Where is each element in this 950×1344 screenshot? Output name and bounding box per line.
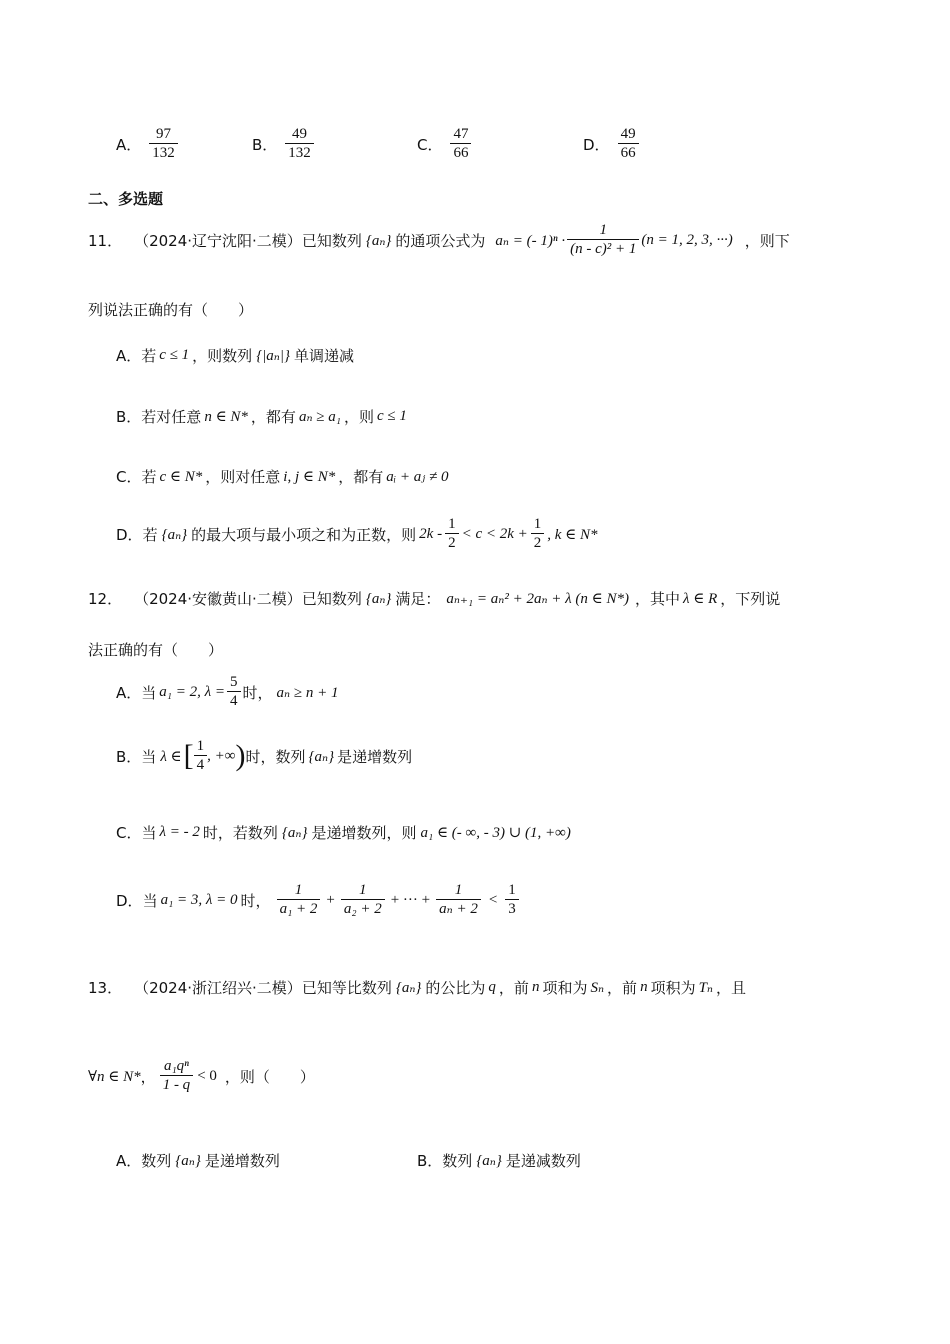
stem-text: 的公比为 [425, 979, 486, 997]
option-text: ，都有 [338, 468, 384, 486]
recurrence-formula: aₙ₊₁ = aₙ² + 2aₙ + λ (n ∈ N*) [446, 591, 629, 607]
math: < c < 2k + [461, 525, 528, 542]
option-text: 若对任意 [141, 408, 202, 426]
option-label: D． [583, 135, 610, 154]
option-text: 当 [141, 683, 157, 702]
option-text: 数列 [141, 1152, 172, 1170]
fraction: $\frac{1}{\text{aₙ + 2}}$ [436, 882, 481, 919]
stem-text: ，则（ ） [224, 1067, 315, 1086]
question-source: （2024·辽宁沈阳·二模） [134, 231, 302, 250]
formula-right: (n = 1, 2, 3, ···) [641, 231, 733, 248]
stem-text: 项积为 [650, 979, 696, 997]
question-source: （2024·浙江绍兴·二模） [134, 979, 302, 997]
option-text: ，则 [343, 408, 374, 426]
option-text: 当 [141, 824, 157, 842]
math: λ = - 2 [159, 824, 200, 840]
math: c ∈ N* [159, 469, 203, 485]
math: n [531, 979, 540, 995]
option-label: D． [116, 891, 143, 910]
q12-option-b[interactable] [116, 738, 412, 775]
option-text: 单调递减 [294, 347, 355, 365]
q13-option-a[interactable] [116, 1150, 280, 1171]
math: {aₙ} [161, 526, 188, 543]
q12-option-d[interactable] [116, 882, 519, 919]
right-paren: ) [235, 739, 246, 773]
option-text: 若 [141, 347, 157, 365]
stem-text: ，且 [716, 979, 747, 997]
math: λ ∈ R [683, 591, 718, 607]
math: + ··· + [390, 891, 431, 908]
sequence-symbol: {aₙ} [365, 232, 392, 249]
option-text: 若 [141, 468, 157, 486]
option-text: ，都有 [250, 408, 296, 426]
option-text: 是递增数列，则 [311, 824, 417, 842]
question-number: 13． [88, 979, 123, 997]
fraction: $\frac{5}{4}$ [227, 674, 241, 711]
stem-text: ，则下 [744, 231, 790, 250]
question-number: 11． [88, 231, 123, 250]
stem-text: 已知数列 [301, 590, 362, 608]
q10-option-c[interactable] [417, 126, 471, 163]
fraction: $\frac{1}{4}$ [194, 738, 208, 775]
math: c ≤ 1 [376, 408, 407, 424]
left-bracket: [ [183, 739, 194, 773]
section-title: 二、多选题 [88, 190, 164, 208]
option-label: C． [116, 468, 142, 486]
q13-stem [88, 977, 746, 998]
question-source: （2024·安徽黄山·二模） [134, 590, 302, 608]
q11-option-a[interactable] [116, 345, 354, 366]
q13-condition [88, 1058, 315, 1095]
option-text: ，则对任意 [205, 468, 281, 486]
fraction: $\frac{1}{3}$ [505, 882, 519, 919]
option-text: 是递增数列 [204, 1152, 280, 1170]
fraction: $\frac{1}{2}$ [445, 516, 459, 553]
stem-text: 的通项公式为 [395, 231, 486, 250]
fraction: $\frac{47}{66}$ [450, 126, 471, 163]
option-text: ，则数列 [192, 347, 253, 365]
option-label: D． [116, 525, 143, 544]
option-text: 是递减数列 [505, 1152, 581, 1170]
q11-stem [88, 222, 790, 259]
math: Sₙ [590, 980, 605, 996]
stem-text: 项和为 [542, 979, 588, 997]
math: {aₙ} [281, 825, 308, 841]
math: i, j ∈ N* [283, 469, 336, 485]
q11-option-d[interactable] [116, 516, 598, 553]
math: 2k - [419, 525, 443, 542]
math: {aₙ} [308, 748, 335, 765]
math: c ≤ 1 [159, 347, 190, 363]
math: ∀n ∈ N* [88, 1068, 141, 1085]
math: Tₙ [698, 980, 713, 996]
math: {aₙ} [476, 1153, 502, 1169]
math: , +∞ [207, 747, 236, 764]
q10-option-a[interactable] [116, 126, 178, 163]
q12-stem-line2: 法正确的有（ ） [88, 641, 224, 659]
q10-option-b[interactable] [252, 126, 314, 163]
math: aᵢ + aⱼ ≠ 0 [386, 469, 449, 485]
option-text: 数列 [442, 1152, 473, 1170]
option-text: 是递增数列 [337, 747, 413, 766]
q12-option-a[interactable] [116, 674, 338, 711]
option-text: 当 [141, 747, 157, 766]
fraction: $\frac{1}{2}$ [531, 516, 545, 553]
fraction: $\frac{\text{a₁qⁿ}}{1 - q}$ [160, 1058, 194, 1095]
math: {|aₙ|} [256, 348, 291, 364]
math: a₁ = 2, λ = [159, 683, 225, 700]
stem-text: 已知数列 [301, 231, 362, 250]
math: a₁ ∈ (- ∞, - 3) ∪ (1, +∞) [420, 825, 571, 841]
stem-text: ，其中 [635, 590, 681, 608]
math: λ ∈ [160, 748, 182, 765]
math: q [488, 979, 496, 995]
stem-text: ，前 [607, 979, 638, 997]
option-label: A． [116, 347, 142, 365]
stem-text: ，下列说 [720, 590, 781, 608]
fraction: $\frac{1}{\text{a₂ + 2}}$ [341, 882, 385, 919]
fraction: $\frac{97}{132}$ [149, 126, 178, 163]
sequence-symbol: {aₙ} [395, 980, 422, 996]
option-label: B． [417, 1152, 443, 1170]
option-text: 时，数列 [245, 747, 306, 766]
math: a₁ = 3, λ = 0 [160, 891, 238, 908]
math: aₙ ≥ a₁ [298, 409, 341, 425]
math: aₙ ≥ n + 1 [276, 684, 339, 701]
option-text: 的最大项与最小项之和为正数，则 [191, 525, 417, 544]
stem-text: 满足： [395, 590, 441, 608]
option-text: 时，若数列 [202, 824, 278, 842]
q12-option-c[interactable] [116, 822, 571, 843]
math: n [640, 979, 648, 995]
question-number: 12． [88, 590, 123, 608]
math: n ∈ N* [204, 409, 248, 425]
q11-option-c[interactable] [116, 466, 451, 487]
stem-text: 已知等比数列 [301, 979, 392, 997]
option-label: B． [116, 747, 142, 766]
formula-left: aₙ = (- 1)ⁿ · [495, 232, 566, 249]
q13-option-b[interactable] [417, 1150, 581, 1171]
fraction: $\frac{49}{66}$ [618, 126, 639, 163]
math: , k ∈ N* [547, 526, 598, 543]
option-text: 若 [142, 525, 158, 544]
q12-stem [88, 588, 780, 609]
option-label: A． [116, 683, 142, 702]
option-text: 时， [240, 891, 271, 910]
option-label: B． [116, 408, 142, 426]
option-label: A． [116, 135, 142, 154]
option-text: 时， [242, 683, 273, 702]
sequence-symbol: {aₙ} [365, 591, 392, 607]
stem-text: ， [140, 1067, 156, 1086]
math: < [488, 891, 498, 908]
option-label: C． [116, 824, 142, 842]
q11-stem-line2: 列说法正确的有（ ） [88, 301, 254, 319]
option-label: C． [417, 135, 443, 154]
q11-option-b[interactable] [116, 406, 410, 427]
math: < 0 [197, 1067, 217, 1084]
math: + [326, 891, 335, 908]
fraction: $\frac{49}{132}$ [285, 126, 314, 163]
formula-fraction: $\frac{1}{\text{(n - c)² + 1}}$ [567, 222, 639, 259]
stem-text: ，前 [498, 979, 529, 997]
option-label: A． [116, 1152, 142, 1170]
q10-option-d[interactable] [583, 126, 639, 163]
option-text: 当 [142, 891, 158, 910]
option-label: B． [252, 135, 278, 154]
math: {aₙ} [175, 1153, 201, 1169]
fraction: $\frac{1}{\text{a₁ + 2}}$ [277, 882, 321, 919]
